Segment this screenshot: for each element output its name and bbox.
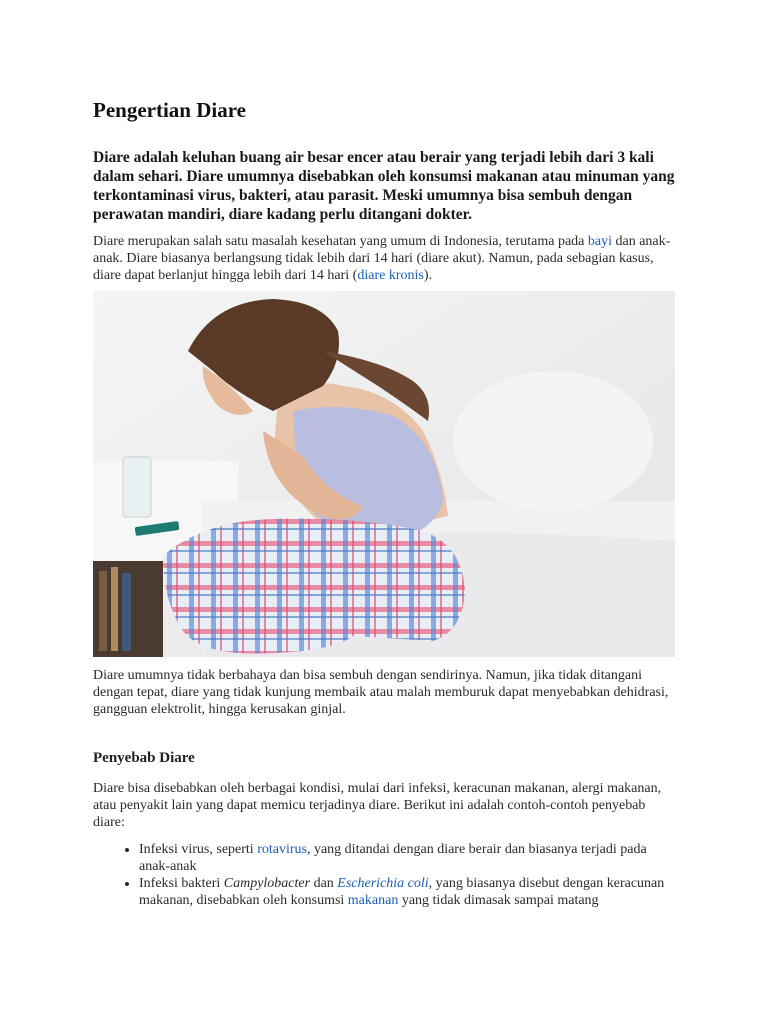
item2-italic-campylobacter: Campylobacter <box>223 876 311 891</box>
causes-list <box>93 841 675 909</box>
link-diare-kronis[interactable]: diare kronis <box>357 268 424 283</box>
item2-text-4: yang tidak dimasak sampai matang <box>398 893 599 908</box>
list-item <box>139 875 675 909</box>
link-escherichia-coli-text: Escherichia coli <box>337 876 429 891</box>
list-item <box>139 841 675 875</box>
intro-text-3: ). <box>423 268 433 283</box>
item2-text-2: dan <box>310 876 338 891</box>
link-rotavirus[interactable]: rotavirus <box>257 842 307 857</box>
intro-text-1: Diare merupakan salah satu masalah kesehatan yang umum di Indonesia, terutama pada <box>93 234 588 249</box>
intro-text-2: dan anak-anak. Diare biasanya berlangsung tidak lebih dari 14 hari (diare akut). Namun, pada sebagian kasus, diare dapat berlanjut hingga lebih dari 14 hari ( <box>93 234 671 283</box>
item2-text-1: Infeksi bakteri <box>139 876 224 891</box>
page-title: Pengertian Diare <box>93 98 246 122</box>
lead-paragraph: Diare adalah keluhan buang air besar encer atau berair yang terjadi lebih dari 3 kali dalam sehari. Diare umumnya disebabkan oleh konsumsi makanan atau minuman yang terkontaminasi virus, bakteri, atau parasit. Meski umumnya bisa sembuh dengan perawatan mandiri, diare kadang perlu ditangani dokter. <box>93 149 675 223</box>
link-makanan[interactable]: makanan <box>347 893 399 908</box>
after-image-paragraph: Diare umumnya tidak berbahaya dan bisa sembuh dengan sendirinya. Namun, jika tidak ditangani dengan tepat, diare yang tidak kunjung membaik atau malah memburuk dapat menyebabkan dehidrasi, gangguan elektrolit, hingga kerusakan ginjal. <box>93 668 669 717</box>
woman-stomach-ache-illustration <box>93 291 675 657</box>
link-bayi[interactable]: bayi <box>587 234 612 249</box>
section-heading-penyebab: Penyebab Diare <box>93 750 195 766</box>
article-photo <box>93 291 675 657</box>
link-escherichia-coli[interactable] <box>337 876 428 891</box>
intro-paragraph <box>93 233 675 284</box>
item1-text-2: , yang ditandai dengan diare berair dan biasanya terjadi pada anak-anak <box>139 842 647 874</box>
item2-text-3: , yang biasanya disebut dengan keracunan makanan, disebabkan oleh konsumsi <box>139 876 665 908</box>
item1-text-1: Infeksi virus, seperti <box>139 842 258 857</box>
article <box>93 96 675 909</box>
causes-intro-paragraph: Diare bisa disebabkan oleh berbagai kondisi, mulai dari infeksi, keracunan makanan, alergi makanan, atau penyakit lain yang dapat memicu terjadinya diare. Berikut ini adalah contoh-contoh penyebab diare: <box>93 781 662 830</box>
